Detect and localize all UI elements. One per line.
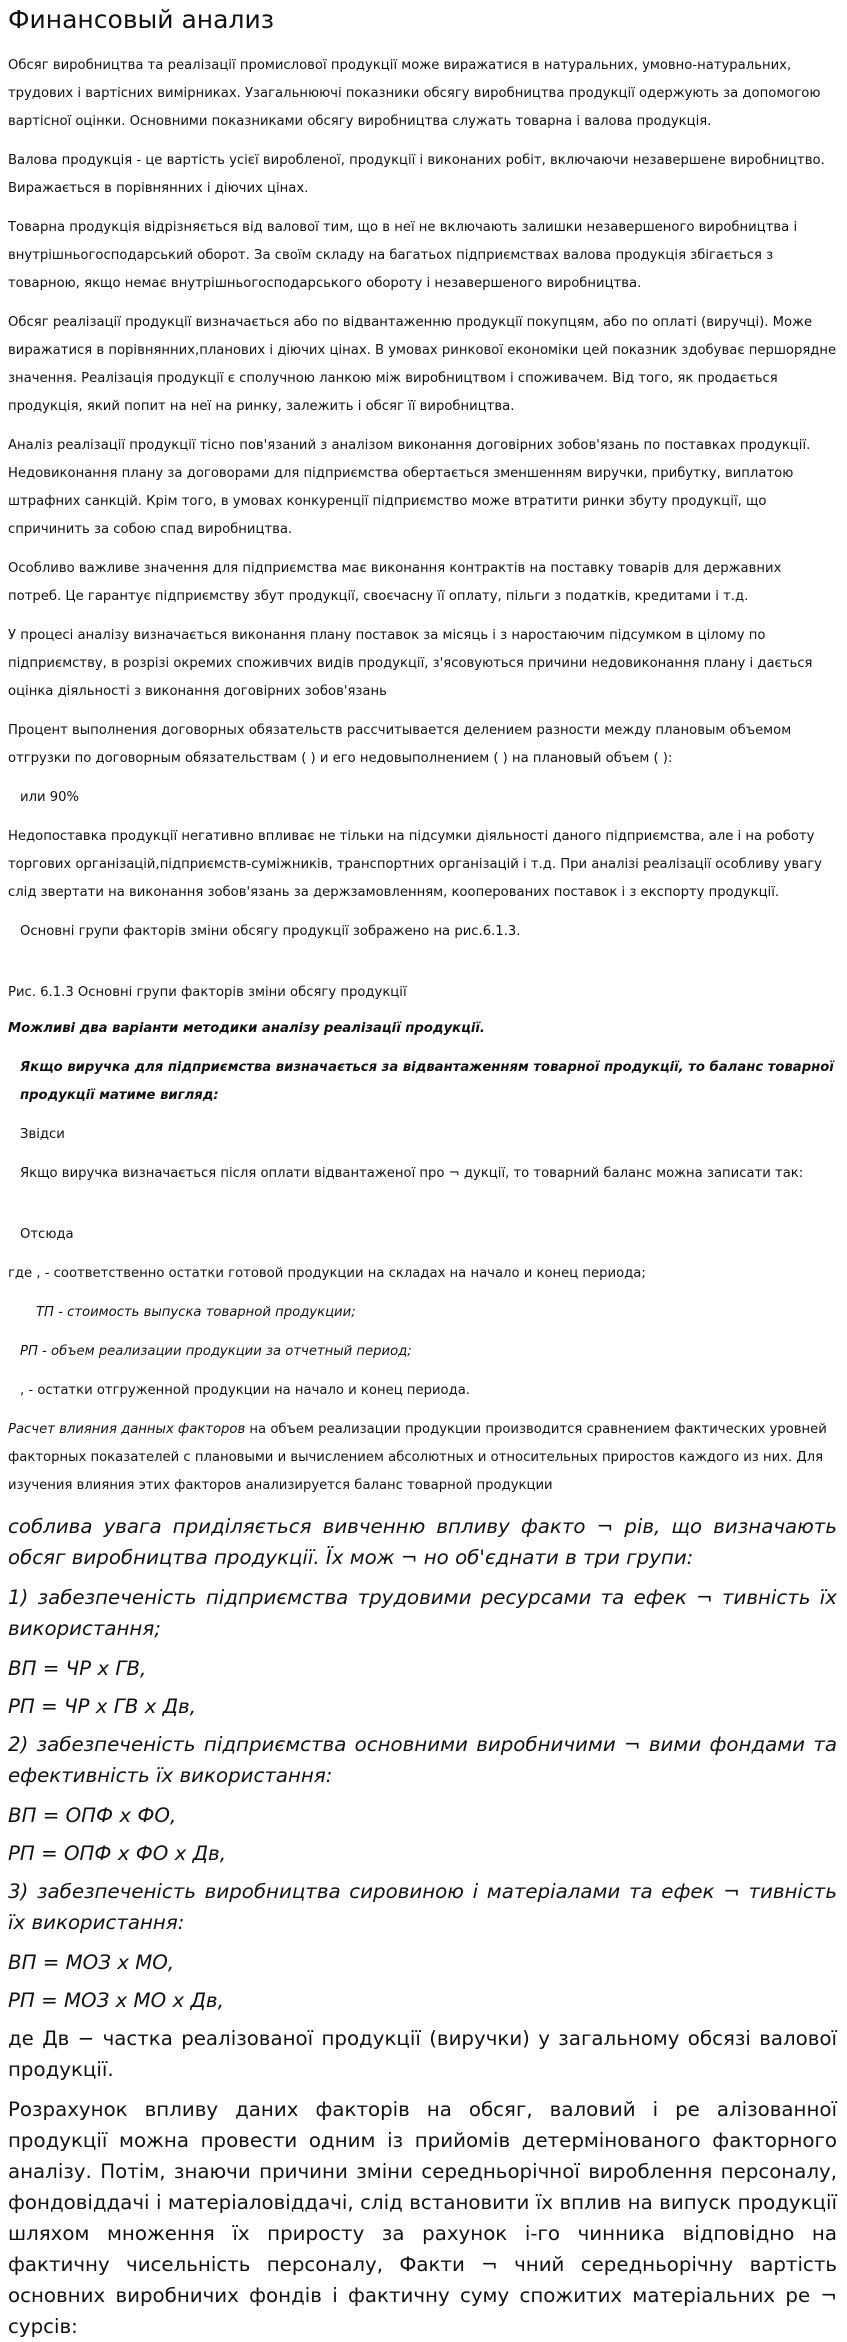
paragraph-sales-volume: Обсяг реалізації продукції визначається або по відвантаженню продукції покупцям, або по оплаті (виручці). Може виражатися в порівнянних,планових і діючих цінах. В умовах ринкової економіки цей показник здобуває першорядне значення. Реалізація продукції є сполучною ланкою між виробництвом і споживачем. Від того, як продається продукція, який попит на неї на ринку, залежить і обсяг її виробництва. xyxy=(8,314,837,414)
paragraph-percent-formula: Процент выполнения договорных обязательств рассчитывается делением разности между плановым объемом отгрузки по договорным обязательствам ( ) и его недовыполнением ( ) на плановый объем ( ): xyxy=(8,722,792,766)
figure-placeholder xyxy=(8,957,837,979)
label-zvidsy: Звідси xyxy=(20,1126,65,1142)
paragraph-figure-reference: Основні групи факторів зміни обсягу продукції зображено на рис.6.1.3. xyxy=(20,923,521,939)
method-variants-heading: Можливі два варіанти методики аналізу реалізації продукції. xyxy=(8,1020,485,1036)
factor-calculation-text: на объем реализации продукции производится сравнением фактических уровней факторных показателей с плановыми и вычислением абсолютных и относительных приростов каждого из них. Для изучения влияния этих факторов анализируется баланс товарной продукции xyxy=(8,1421,827,1493)
formula-result: или 90% xyxy=(20,789,80,805)
paragraph-gross-output: Валова продукція - це вартість усієї виробленої, продукції і виконаних робіт, включаючи незавершене виробництво. Виражається в порівнянних і діючих цінах. xyxy=(8,152,825,196)
factor-group-fixed-assets: 2) забезпеченість підприємства основними виробничими ¬ вими фондами та ефективність їх використання: xyxy=(8,1732,837,1787)
formula-rp-materials: РП = МОЗ х МО х Дв, xyxy=(8,1988,224,2012)
formula-rp-labor: РП = ЧР х ГВ х Дв, xyxy=(8,1694,196,1718)
paragraph-factor-calculation-method: Розрахунок впливу даних факторів на обсяг, валовий і ре алізованної продукції можна провести одним із прийомів детермінованого факторного аналізу. Потім, знаючи причини зміни середньорічної вироблення персоналу, фондовіддачі і матеріаловіддачі, слід встановити їх вплив на випуск продукції шляхом множення їх приросту за рахунок і-го чинника відповідно на фактичну чисельність персоналу, Факти ¬ чний середньорічну вартість основних виробничих фондів і фактичну суму спожитих матеріальних ре ¬ сурсів: xyxy=(8,2097,837,2338)
definition-tp: ТП - стоимость выпуска товарной продукции; xyxy=(36,1304,356,1320)
paragraph-commodity-output: Товарна продукція відрізняється від валової тим, що в неї не включають залишки незавершеного виробництва і внутрішньогосподарський оборот. За своїм складу на багатьох підприємствах валова продукція збігається з товарною, якщо немає внутрішньогосподарського обороту і незавершеного виробництва. xyxy=(8,219,798,291)
definition-shipped-balances: , - остатки отгруженной продукции на начало и конец периода. xyxy=(20,1382,471,1398)
paragraph-analysis-process: У процесі аналізу визначається виконання плану поставок за місяць і з наростаючим підсумком в цілому по підприємству, в розрізі окремих споживчих видів продукції, з'ясовуються причини недовиконання плану і дається оцінка діяльності з виконання договірних зобов'язань xyxy=(8,627,813,699)
factor-group-materials: 3) забезпеченість виробництва сировиною і матеріалами та ефек ¬ тивність їх використання: xyxy=(8,1879,837,1934)
paragraph-factor-calculation xyxy=(8,1416,837,1500)
label-otsyuda: Отсюда xyxy=(20,1226,74,1242)
paragraph-contract-obligations: Аналіз реалізації продукції тісно пов'язаний з аналізом виконання договірних зобов'язань по поставках продукції. Недовиконання плану за договорами для підприємства обертається зменшенням виручки, прибутку, виплатою штрафних санкцій. Крім того, в умовах конкуренції підприємство може втратити ринки збуту продукції, що спричинить за собою спад виробництва. xyxy=(8,437,811,537)
paragraph-production-volume: Обсяг виробництва та реалізації промислової продукції може виражатися в натуральних, умовно-натуральних, трудових і вартісних вимірниках. Узагальнюючі показники обсягу виробництва продукції одержують за допомогою вартісної оцінки. Основними показниками обсягу виробництва служать товарна і валова продукція. xyxy=(8,57,821,129)
factor-calculation-lead: Расчет влияния данных факторов xyxy=(8,1421,246,1437)
paragraph-underdelivery: Недопоставка продукції негативно впливає не тільки на підсумки діяльності даного підприємства, але і на роботу торгових організацій,підприємств-суміжників, транспортних організацій і т.д. При аналізі реалізації особливу увагу слід звертати на виконання зобов'язань за держзамовленням, кооперованих поставок і з експорту продукції. xyxy=(8,828,822,900)
formula-rp-assets: РП = ОПФ х ФО х Дв, xyxy=(8,1841,226,1865)
definition-dv: де Дв − частка реалізованої продукції (виручки) у загальному обсязі валової продукції. xyxy=(8,2026,837,2081)
figure-caption: Рис. 6.1.3 Основні групи факторів зміни обсягу продукції xyxy=(8,984,407,1000)
definition-stock-balances: где , - соответственно остатки готовой продукции на складах на начало и конец периода; xyxy=(8,1265,646,1281)
formula-vp-materials: ВП = МОЗ х МО, xyxy=(8,1950,175,1974)
shipment-balance-heading: Якщо виручка для підприємства визначається за відвантаженням товарної продукції, то баланс товарної продукції матиме вигляд: xyxy=(20,1059,834,1103)
paragraph-state-contracts: Особливо важливе значення для підприємства має виконання контрактів на поставку товарів для державних потреб. Це гарантує підприємству збут продукції, своєчасну її оплату, пільги з податків, кредитами і т.д. xyxy=(8,560,782,604)
paragraph-payment-balance: Якщо виручка визначається після оплати відвантаженої про ¬ дукції, то товарний баланс можна записати так: xyxy=(20,1165,804,1181)
formula-vp-assets: ВП = ОПФ х ФО, xyxy=(8,1803,177,1827)
formula-vp-labor: ВП = ЧР х ГВ, xyxy=(8,1656,147,1680)
page-title: Финансовый анализ xyxy=(8,5,274,34)
formula-placeholder xyxy=(8,1199,837,1221)
factor-group-labor: 1) забезпеченість підприємства трудовими ресурсами та ефек ¬ тивність їх використання; xyxy=(8,1585,837,1640)
paragraph-factor-groups: соблива увага приділяється вивченню впливу факто ¬ рів, що визначають обсяг виробництва продукції. Їх мож ¬ но об'єднати в три групи: xyxy=(8,1514,837,1569)
definition-rp: РП - объем реализации продукции за отчетный период; xyxy=(20,1343,412,1359)
